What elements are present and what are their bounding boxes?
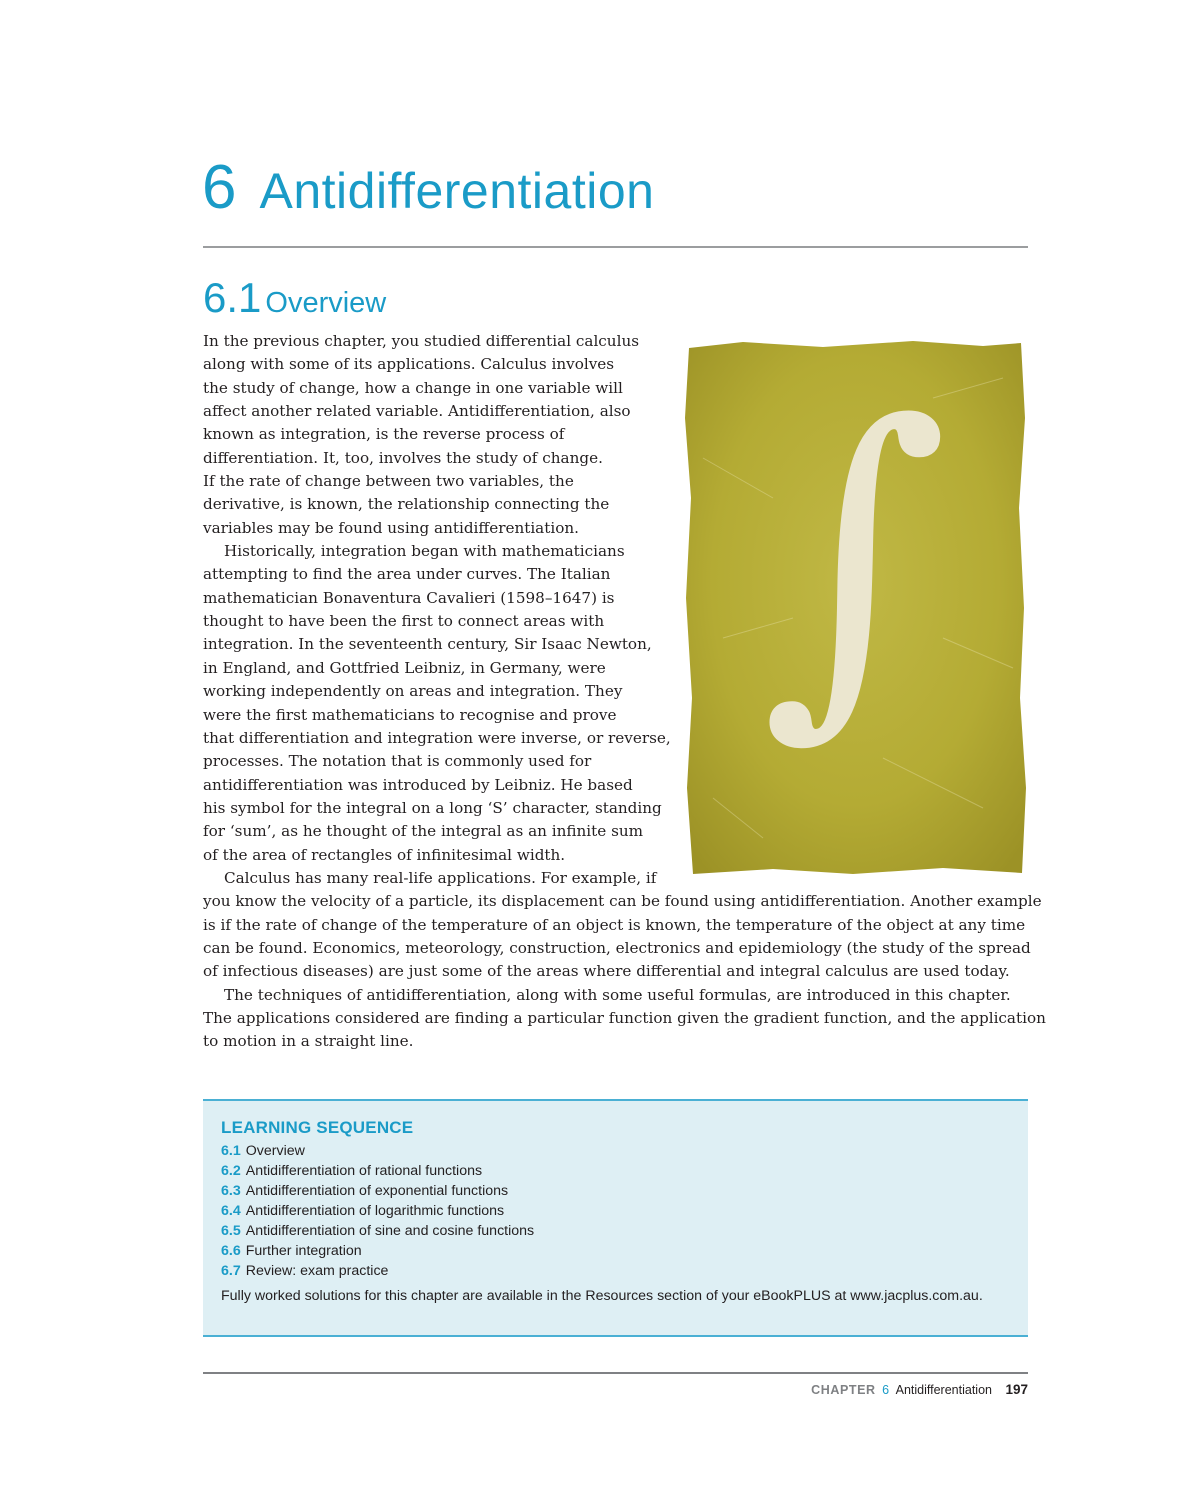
body-text-line: to motion in a straight line. — [203, 1032, 414, 1051]
learning-sequence-item[interactable] — [221, 1181, 534, 1201]
body-text-line: differentiation. It, too, involves the study of change. — [203, 448, 603, 467]
overview-body-text — [203, 330, 1046, 1054]
item-section-number: 6.3 — [221, 1183, 241, 1199]
footer-chapter-title: Antidifferentiation — [895, 1383, 992, 1397]
body-text-line: The applications considered are finding a particular function given the gradient function, and the application — [203, 1008, 1046, 1027]
body-text-line: along with some of its applications. Calculus involves — [203, 355, 615, 374]
section-number: 6.1 — [203, 274, 262, 321]
item-title: Antidifferentiation of sine and cosine functions — [245, 1223, 535, 1239]
footer-chapter-number: 6 — [882, 1383, 890, 1397]
footer-chapter-label: CHAPTER — [811, 1383, 876, 1397]
page-number: 197 — [1005, 1382, 1028, 1397]
item-section-number: 6.2 — [221, 1163, 241, 1179]
body-text-line: variables may be found using antidifferentiation. — [203, 518, 579, 537]
body-text-line: integration. In the seventeenth century, Sir Isaac Newton, — [203, 635, 652, 654]
footer-rule — [203, 1372, 1028, 1374]
body-text-line: derivative, is known, the relationship connecting the — [203, 495, 610, 514]
learning-sequence-title: LEARNING SEQUENCE — [221, 1118, 414, 1137]
learning-sequence-list — [221, 1141, 534, 1281]
body-text-line: of infectious diseases) are just some of the areas where differential and integral calculus are used today. — [203, 962, 1010, 981]
body-text-line: processes. The notation that is commonly used for — [203, 752, 592, 771]
body-text-line: of the area of rectangles of infinitesimal width. — [203, 845, 566, 864]
body-text-line: is if the rate of change of the temperature of an object is known, the temperature of the object at any time — [203, 915, 1026, 934]
section-title: Overview — [265, 287, 387, 319]
integral-icon: ∫ — [761, 349, 949, 768]
item-section-number: 6.1 — [221, 1143, 241, 1159]
body-text-line: in England, and Gottfried Leibniz, in Germany, were — [203, 658, 606, 677]
page-footer — [811, 1382, 1028, 1397]
item-title: Antidifferentiation of exponential functions — [245, 1183, 509, 1199]
item-title: Antidifferentiation of logarithmic functions — [245, 1203, 505, 1219]
body-text-line: the study of change, how a change in one variable will — [203, 378, 623, 397]
chapter-number: 6 — [202, 153, 238, 222]
body-text-line: mathematician Bonaventura Cavalieri (1598–1647) is — [203, 588, 615, 607]
body-text-line: were the first mathematicians to recognise and prove — [203, 705, 617, 724]
item-section-number: 6.6 — [221, 1243, 241, 1259]
body-text-line: can be found. Economics, meteorology, construction, electronics and epidemiology (the study of the spread — [203, 938, 1031, 957]
body-text-line: for ‘sum’, as he thought of the integral as an infinite sum — [203, 822, 644, 841]
item-section-number: 6.7 — [221, 1263, 241, 1279]
heading-rule — [203, 246, 1028, 248]
learning-sequence-item[interactable] — [221, 1221, 534, 1241]
learning-sequence-item[interactable] — [221, 1141, 534, 1161]
body-text-line: that differentiation and integration were inverse, or reverse, — [203, 728, 671, 747]
learning-sequence-note: Fully worked solutions for this chapter are available in the Resources section of your eBookPLUS at www.jacplus.com.au. — [221, 1288, 983, 1304]
item-title: Antidifferentiation of rational functions — [245, 1163, 483, 1179]
item-section-number: 6.5 — [221, 1223, 241, 1239]
learning-sequence-item[interactable] — [221, 1201, 534, 1221]
item-title: Overview — [245, 1143, 305, 1159]
learning-sequence-item[interactable] — [221, 1241, 534, 1261]
item-title: Further integration — [245, 1243, 362, 1259]
body-text-line: In the previous chapter, you studied differential calculus — [203, 332, 640, 350]
body-text-line: his symbol for the integral on a long ‘S’ character, standing — [203, 798, 662, 817]
chapter-title: Antidifferentiation — [259, 163, 655, 219]
learning-sequence-item[interactable] — [221, 1161, 534, 1181]
chapter-heading — [202, 152, 654, 223]
learning-sequence-item[interactable] — [221, 1261, 534, 1281]
item-title: Review: exam practice — [245, 1263, 389, 1279]
body-text-line: affect another related variable. Antidifferentiation, also — [203, 402, 631, 421]
body-text-line: you know the velocity of a particle, its displacement can be found using antidifferentiation. Another example — [203, 892, 1042, 911]
learning-sequence-box — [203, 1099, 1028, 1337]
body-text-line: If the rate of change between two variables, the — [203, 472, 574, 491]
body-text-line: Historically, integration began with mathematicians — [224, 542, 625, 561]
body-text-line: thought to have been the first to connect areas with — [203, 612, 605, 631]
body-text-line: known as integration, is the reverse process of — [203, 425, 565, 444]
body-text-line: antidifferentiation was introduced by Leibniz. He based — [203, 775, 633, 794]
body-text-line: working independently on areas and integration. They — [203, 682, 623, 701]
item-section-number: 6.4 — [221, 1203, 241, 1219]
section-heading — [203, 274, 386, 322]
body-text-line: Calculus has many real-life applications. For example, if — [224, 868, 657, 887]
body-text-line: The techniques of antidifferentiation, along with some useful formulas, are introduced in this chapter. — [224, 985, 1011, 1004]
body-text-line: attempting to find the area under curves. The Italian — [203, 565, 611, 584]
